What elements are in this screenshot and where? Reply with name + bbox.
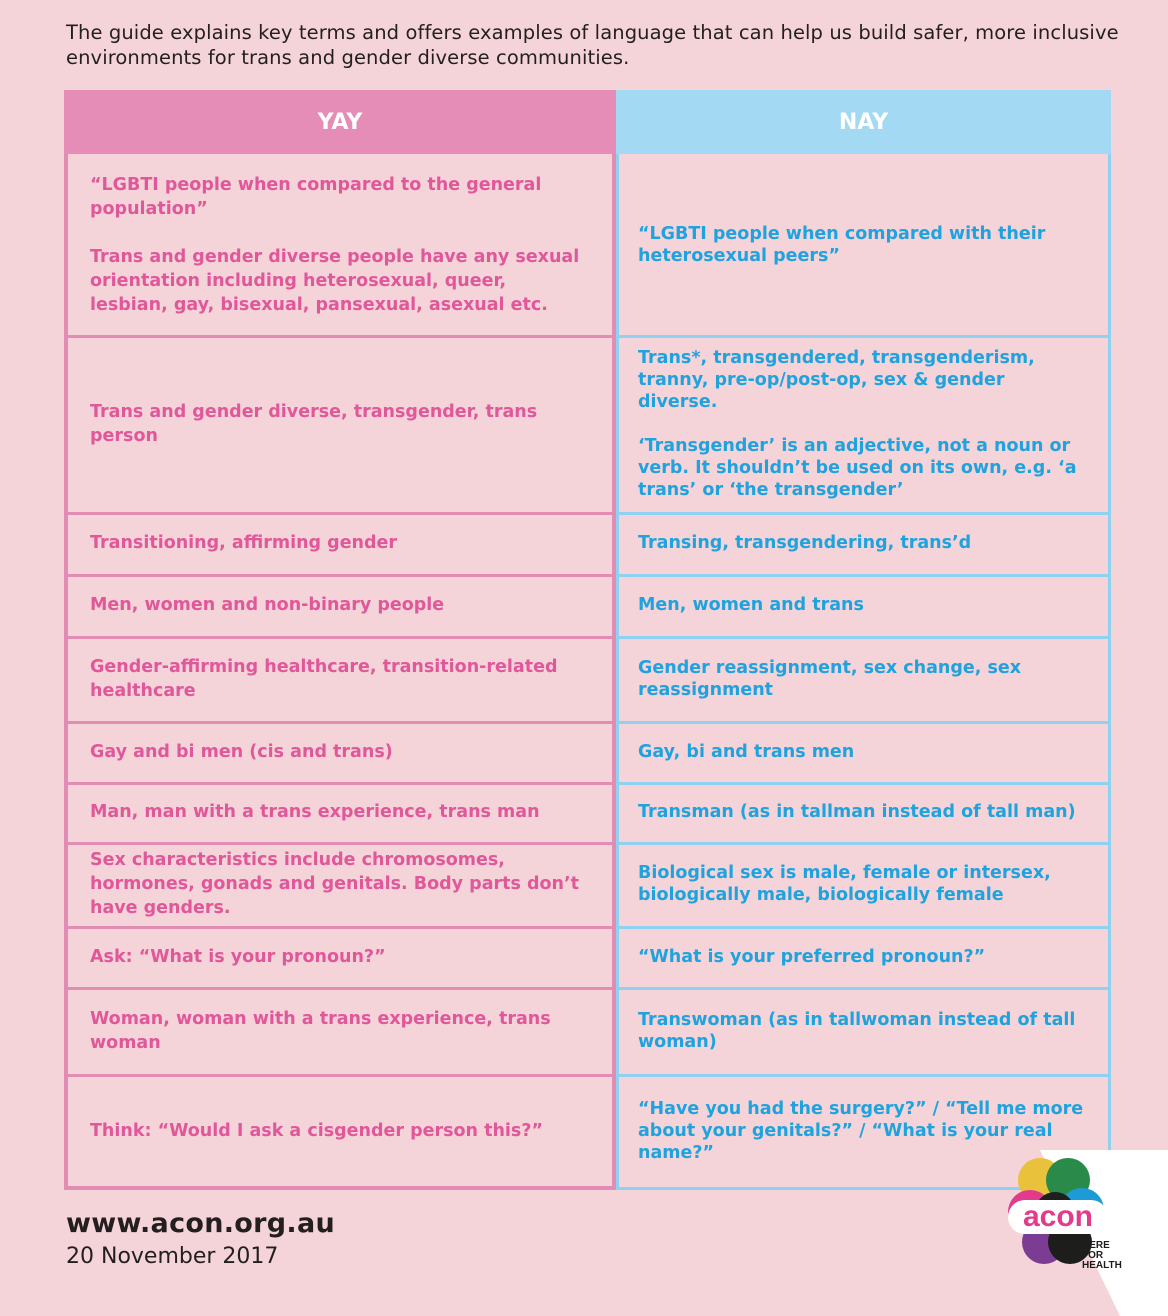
nay-text: “Have you had the surgery?” / “Tell me more about your genitals?” / “What is your real name?” xyxy=(638,1099,1084,1163)
nay-text: Transing, transgendering, trans’d xyxy=(638,533,972,553)
acon-logo xyxy=(1000,1150,1168,1316)
nay-cell xyxy=(638,574,1088,636)
nay-cell xyxy=(638,926,1088,987)
nay-text: Gay, bi and trans men xyxy=(638,741,855,762)
table-row xyxy=(64,987,1111,1074)
logo-wordmark: acon xyxy=(1022,1200,1094,1233)
yay-cell xyxy=(90,987,590,1074)
yay-cell xyxy=(90,721,590,782)
table-row xyxy=(64,335,1111,512)
nay-cell xyxy=(638,782,1088,842)
yay-text: Ask: “What is your pronoun?” xyxy=(90,946,386,967)
nay-cell xyxy=(638,335,1088,512)
nay-cell xyxy=(638,721,1088,782)
yay-cell xyxy=(90,782,590,842)
table-row xyxy=(64,512,1111,574)
yay-text: Transitioning, affirming gender xyxy=(90,533,398,553)
table-row xyxy=(64,842,1111,926)
nay-cell xyxy=(638,842,1088,926)
website-url[interactable]: www.acon.org.au xyxy=(66,1208,336,1239)
yay-cell xyxy=(90,636,590,721)
nay-text: Men, women and trans xyxy=(638,595,864,615)
logo-tagline-3: HEALTH xyxy=(1082,1260,1122,1271)
table-row xyxy=(64,154,1111,335)
nay-text: Trans*, transgendered, transgenderism, tranny, pre-op/post-op, sex & gender diverse. xyxy=(638,347,1035,412)
nay-text: ‘Transgender’ is an adjective, not a noun or verb. It shouldn’t be used on its own, e.g. ‘a trans’ or ‘the transgender’ xyxy=(638,435,1077,500)
logo-tagline-2: FOR xyxy=(1082,1250,1104,1261)
nay-header: NAY xyxy=(616,90,1111,154)
nay-text: Transman (as in tallman instead of tall man) xyxy=(638,802,1076,822)
table-row xyxy=(64,721,1111,782)
nay-cell xyxy=(638,636,1088,721)
yay-text: Gender-affirming healthcare, transition-related healthcare xyxy=(90,656,558,701)
publication-date: 20 November 2017 xyxy=(66,1244,279,1269)
yay-cell xyxy=(90,574,590,636)
yay-text: Gay and bi men (cis and trans) xyxy=(90,741,393,762)
nay-text: Gender reassignment, sex change, sex reassignment xyxy=(638,657,1022,700)
yay-text: Sex characteristics include chromosomes, hormones, gonads and genitals. Body parts don’t have genders. xyxy=(90,850,580,918)
yay-nay-table xyxy=(64,90,1111,1190)
table-row xyxy=(64,1074,1111,1188)
yay-text: Man, man with a trans experience, trans man xyxy=(90,802,540,822)
nay-text: “What is your preferred pronoun?” xyxy=(638,946,986,967)
yay-cell xyxy=(90,926,590,987)
yay-text: Trans and gender diverse, transgender, trans person xyxy=(90,401,538,446)
table-row xyxy=(64,636,1111,721)
yay-cell xyxy=(90,154,590,335)
yay-text: Trans and gender diverse people have any sexual orientation including heterosexual, queer, lesbian, gay, bisexual, pansexual, asexual etc. xyxy=(90,246,580,315)
yay-cell xyxy=(90,842,590,926)
nay-cell xyxy=(638,987,1088,1074)
yay-text: Men, women and non-binary people xyxy=(90,595,445,615)
nay-text: Transwoman (as in tallwoman instead of tall woman) xyxy=(638,1009,1076,1052)
yay-cell xyxy=(90,512,590,574)
table-row xyxy=(64,926,1111,987)
yay-text: Woman, woman with a trans experience, trans woman xyxy=(90,1008,551,1053)
nay-cell xyxy=(638,512,1088,574)
nay-cell xyxy=(638,154,1088,335)
logo-tagline-1: HERE xyxy=(1082,1240,1110,1251)
yay-text: “LGBTI people when compared to the general population” xyxy=(90,174,542,219)
intro-text: The guide explains key terms and offers examples of language that can help us build safer, more inclusive environments for trans and gender diverse communities. xyxy=(66,21,1119,69)
yay-cell xyxy=(90,1074,590,1188)
table-row xyxy=(64,782,1111,842)
yay-header: YAY xyxy=(64,90,616,154)
table-row xyxy=(64,574,1111,636)
nay-text: “LGBTI people when compared with their heterosexual peers” xyxy=(638,223,1046,266)
yay-text: Think: “Would I ask a cisgender person this?” xyxy=(90,1121,543,1141)
yay-cell xyxy=(90,335,590,512)
nay-text: Biological sex is male, female or intersex, biologically male, biologically female xyxy=(638,863,1051,905)
